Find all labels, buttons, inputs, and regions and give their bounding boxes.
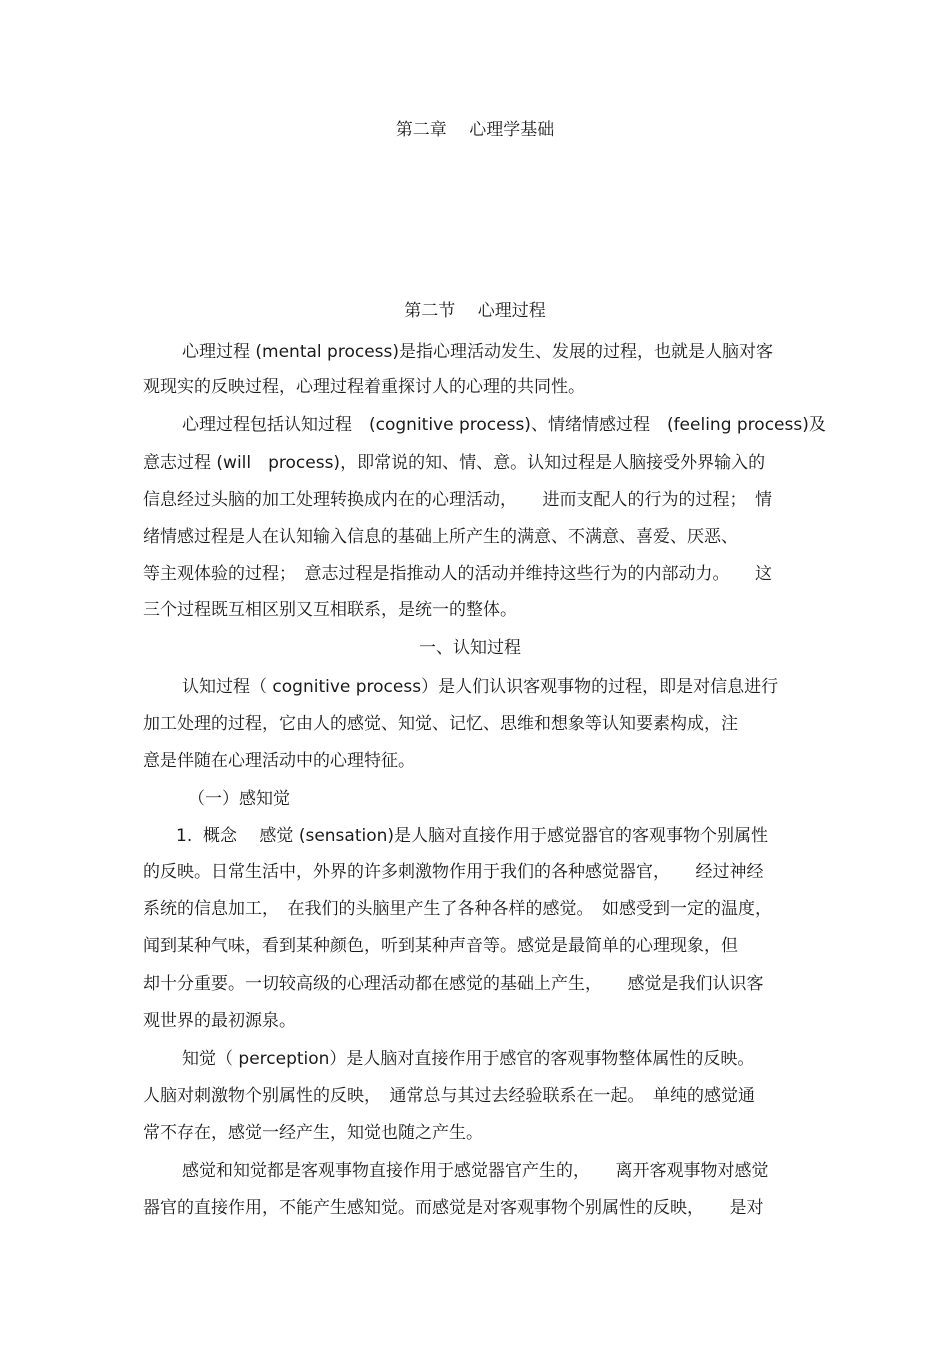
paragraph-2-line-3: 信息经过头脑的加工处理转换成内在的心理活动， 进而支配人的行为的过程； 情 — [143, 490, 772, 510]
paragraph-5-line-3: 常不存在，感觉一经产生，知觉也随之产生。 — [143, 1123, 483, 1143]
paragraph-4-line-2: 的反映。日常生活中，外界的许多刺激物作用于我们的各种感觉器官， 经过神经 — [143, 862, 764, 882]
paragraph-2-line-6: 三个过程既互相区别又互相联系，是统一的整体。 — [143, 600, 517, 620]
paragraph-1-line-2: 观现实的反映过程，心理过程着重探讨人的心理的共同性。 — [143, 377, 585, 397]
paragraph-1-line-1: 心理过程 (mental process)是指心理活动发生、发展的过程，也就是人脑对客 — [182, 342, 773, 362]
paragraph-2-line-5: 等主观体验的过程； 意志过程是指推动人的活动并维持这些行为的内部动力。 这 — [143, 564, 772, 584]
subheading-perception: （一）感知觉 — [188, 789, 290, 809]
paragraph-2-line-2: 意志过程 (will process)，即常说的知、情、意。认知过程是人脑接受外界输入的 — [143, 453, 766, 473]
paragraph-3-line-3: 意是伴随在心理活动中的心理特征。 — [143, 751, 415, 771]
paragraph-3-line-2: 加工处理的过程，它由人的感觉、知觉、记忆、思维和想象等认知要素构成，注 — [143, 714, 738, 734]
paragraph-5-line-2: 人脑对刺激物个别属性的反映， 通常总与其过去经验联系在一起。 单纯的感觉通 — [143, 1086, 755, 1106]
paragraph-4-line-4: 闻到某种气味，看到某种颜色，听到某种声音等。感觉是最简单的心理现象，但 — [143, 936, 738, 956]
paragraph-4-line-5: 却十分重要。一切较高级的心理活动都在感觉的基础上产生， 感觉是我们认识客 — [143, 974, 764, 994]
paragraph-4-line-3: 系统的信息加工， 在我们的头脑里产生了各种各样的感觉。 如感受到一定的温度， — [143, 899, 772, 919]
chapter-title: 第二章 心理学基础 — [395, 120, 555, 140]
section-title: 第二节 心理过程 — [404, 301, 546, 321]
paragraph-6-line-2: 器官的直接作用，不能产生感知觉。而感觉是对客观事物个别属性的反映， 是对 — [143, 1198, 764, 1218]
heading-cognitive-process: 一、认知过程 — [419, 638, 521, 658]
paragraph-4-line-6: 观世界的最初源泉。 — [143, 1011, 296, 1031]
paragraph-2-line-4: 绪情感过程是人在认知输入信息的基础上所产生的满意、不满意、喜爱、厌恶、 — [143, 527, 738, 547]
paragraph-4-line-1: 1. 概念 感觉 (sensation)是人脑对直接作用于感觉器官的客观事物个别属性 — [176, 826, 769, 846]
paragraph-2-line-1: 心理过程包括认知过程 (cognitive process)、情绪情感过程 (feeling process)及 — [182, 415, 826, 435]
paragraph-6-line-1: 感觉和知觉都是客观事物直接作用于感觉器官产生的， 离开客观事物对感觉 — [182, 1161, 769, 1181]
paragraph-3-line-1: 认知过程（ cognitive process）是人们认识客观事物的过程，即是对信息进行 — [182, 677, 779, 697]
paragraph-5-line-1: 知觉（ perception）是人脑对直接作用于感官的客观事物整体属性的反映。 — [182, 1049, 755, 1069]
